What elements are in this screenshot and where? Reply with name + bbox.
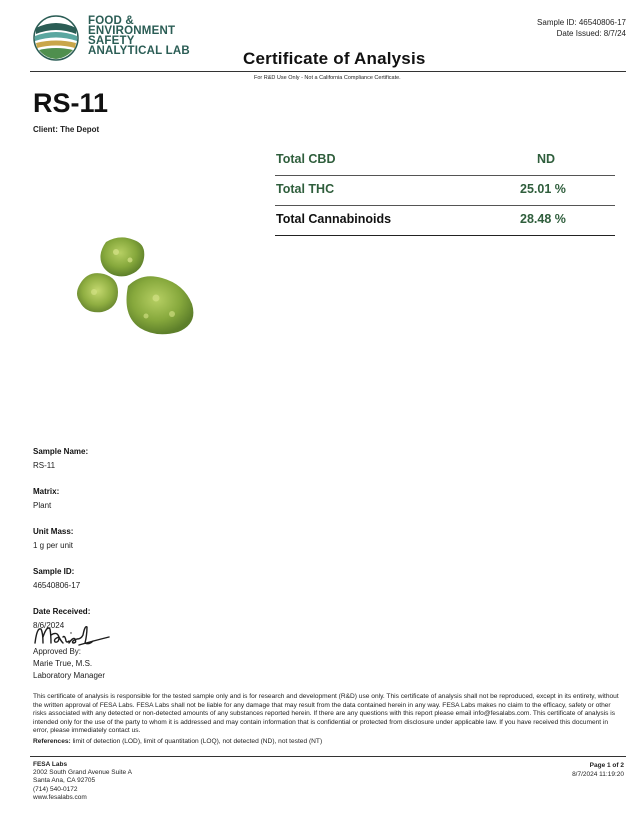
summary-value: 28.48 %	[520, 212, 566, 226]
field-sample-name	[33, 446, 233, 471]
lab-logo-icon	[30, 14, 82, 62]
footer-address-line: Santa Ana, CA 92705	[33, 777, 96, 785]
field-label: Sample ID:	[33, 567, 75, 576]
field-value: Plant	[33, 501, 52, 510]
summary-label: Total THC	[276, 182, 335, 196]
sample-title: RS-11	[33, 88, 109, 118]
approver-role: Laboratory Manager	[33, 671, 106, 680]
logo-line: FOOD &	[88, 15, 134, 27]
summary-row-total	[275, 206, 615, 236]
logo-line: SAFETY	[88, 35, 135, 47]
summary-value: 25.01 %	[520, 182, 566, 196]
summary-label: Total CBD	[276, 152, 336, 166]
field-value: RS-11	[33, 461, 56, 470]
field-value: 1 g per unit	[33, 541, 74, 550]
title-divider	[30, 71, 626, 72]
footer-website: www.fesalabs.com	[33, 793, 87, 801]
references-text: limit of detection (LOD), limit of quantitation (LOQ), not detected (ND), not tested (NT)	[72, 738, 323, 745]
footer-lab-info	[33, 761, 132, 802]
logo-line: ANALYTICAL LAB	[88, 45, 190, 57]
footer-phone: (714) 540-0172	[33, 785, 78, 793]
lab-logo-text	[88, 16, 190, 56]
references	[33, 738, 322, 745]
references-label: References:	[33, 738, 71, 745]
lab-logo	[30, 10, 230, 66]
footer-address-line: 2002 South Grand Avenue Suite A	[33, 769, 132, 777]
sample-photo	[72, 232, 212, 342]
summary-row-thc	[275, 176, 615, 206]
report-meta	[537, 17, 626, 39]
approval-block	[33, 646, 105, 682]
legal-disclaimer: This certificate of analysis is responsible for the tested sample only and is for research and development (R&D) use only. This certificate of analysis shall not be reproduced, except in its entirety, without the written approval of FESA Labs. FESA Labs shall not be liable for any damage that may result from the data contained herein in any way. FESA Labs makes no claim to the efficacy, safety or other risks associated with any detected or non-detected amounts of any substances reported herein. If there are any questions with this report please email info@fesalabs.com. This certificate of analysis is intended only for the use of the party to whom it is addressed and may contain information that is confidential or protected from disclosure under applicable law. If you have received this document in error, please immediately contact us.	[33, 693, 619, 735]
field-label: Sample Name:	[33, 447, 89, 456]
footer-page-info	[572, 761, 624, 779]
approved-by-label: Approved By:	[33, 647, 82, 656]
field-value: 46540806-17	[33, 581, 81, 590]
sample-id-header: Sample ID: 46540806-17	[537, 18, 626, 27]
logo-line: ENVIRONMENT	[88, 25, 176, 37]
date-issued-header: Date Issued: 8/7/24	[556, 29, 626, 38]
sample-details	[33, 446, 233, 646]
summary-row-cbd	[275, 146, 615, 176]
report-timestamp: 8/7/2024 11:19:20	[572, 771, 624, 778]
field-label: Matrix:	[33, 487, 60, 496]
cannabinoid-summary	[275, 146, 615, 236]
field-unit-mass	[33, 526, 233, 551]
footer-divider	[30, 756, 626, 757]
document-title: Certificate of Analysis	[243, 49, 426, 68]
approver-name: Marie True, M.S.	[33, 659, 93, 668]
signature-image	[33, 619, 113, 649]
summary-value: ND	[537, 152, 556, 166]
footer-lab-name: FESA Labs	[33, 761, 68, 768]
field-sample-id	[33, 566, 233, 591]
field-matrix	[33, 486, 233, 511]
field-label: Unit Mass:	[33, 527, 74, 536]
field-label: Date Received:	[33, 607, 91, 616]
page-number: Page 1 of 2	[589, 762, 624, 769]
summary-label: Total Cannabinoids	[276, 212, 392, 226]
rd-disclaimer: For R&D Use Only - Not a California Compliance Certificate.	[254, 75, 401, 81]
field-value: 8/6/2024	[33, 621, 65, 630]
client-name: Client: The Depot	[33, 125, 100, 134]
